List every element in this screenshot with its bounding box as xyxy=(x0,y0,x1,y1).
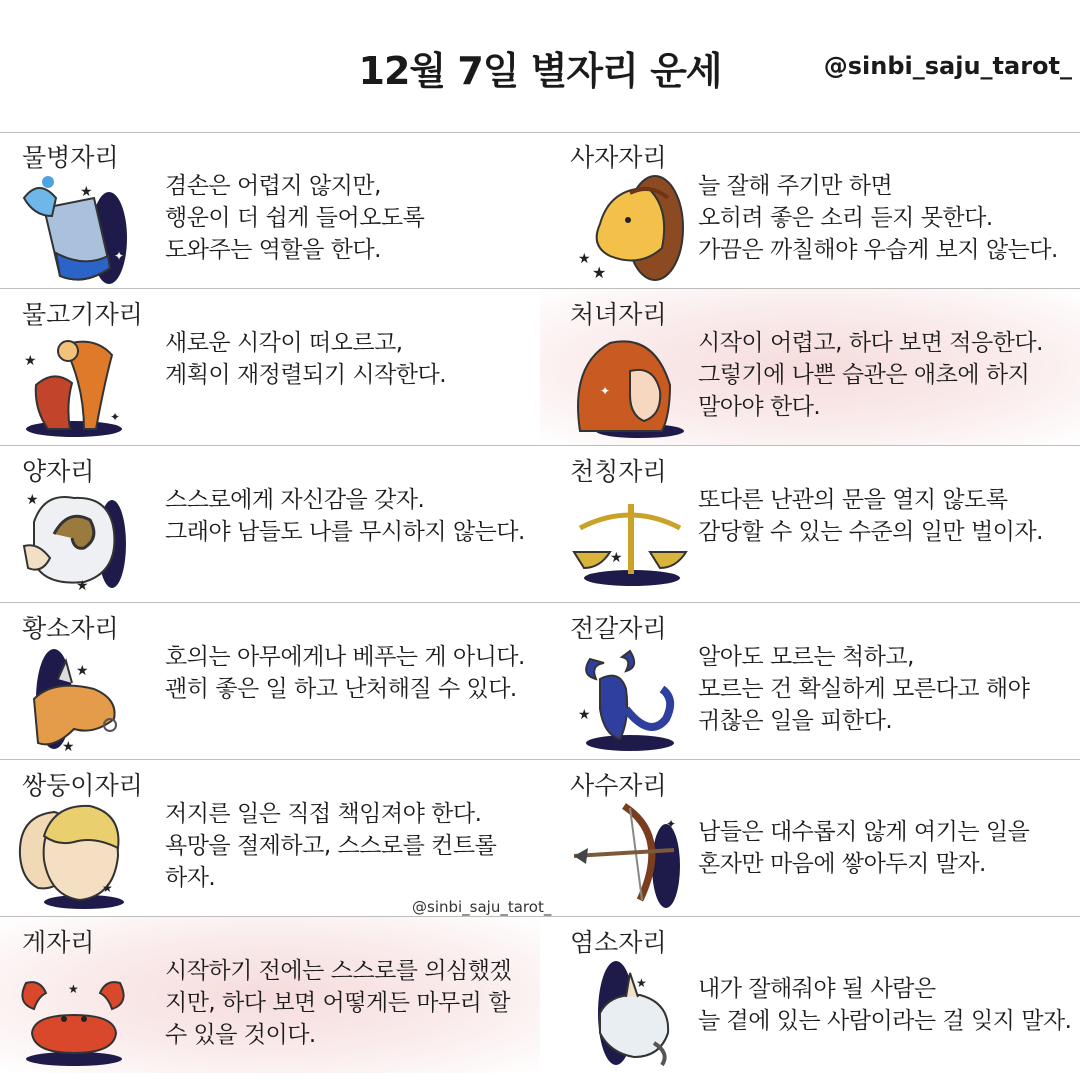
sign-card-leo xyxy=(540,132,1080,288)
svg-text:★: ★ xyxy=(76,663,89,679)
sign-name: 처녀자리 xyxy=(570,300,667,329)
svg-text:★: ★ xyxy=(578,251,591,267)
sign-name: 쌍둥이자리 xyxy=(22,771,143,800)
fortune-text: 스스로에게 자신감을 갖자. 그래야 남들도 나를 무시하지 않는다. xyxy=(165,487,525,545)
fortune-text: 새로운 시각이 떠오르고, 계획이 재정렬되기 시작한다. xyxy=(165,330,447,388)
aries-icon xyxy=(14,482,132,598)
fortune-text: 알아도 모르는 척하고, 모르는 건 확실하게 모른다고 해야 귀찮은 일을 피한다. xyxy=(698,644,1030,734)
sign-card-virgo xyxy=(540,289,1080,445)
fortune-text: 저지른 일은 직접 책임져야 한다. 욕망을 절제하고, 스스로를 컨트롤 하자. xyxy=(165,801,497,891)
fortune-text: 남들은 대수롭지 않게 여기는 일을 혼자만 마음에 쌓아두지 말자. xyxy=(698,819,1030,877)
fortune-text: 겸손은 어렵지 않지만, 행운이 더 쉽게 들어오도록 도와주는 역할을 한다. xyxy=(165,173,425,263)
sign-card-gemini xyxy=(0,760,540,916)
svg-text:★: ★ xyxy=(26,492,39,508)
libra-icon xyxy=(570,482,688,598)
sign-name: 사수자리 xyxy=(570,771,667,800)
sign-card-sagittarius xyxy=(540,760,1080,916)
grid-row xyxy=(0,132,1080,289)
svg-text:★: ★ xyxy=(76,578,89,594)
watermark-handle: @sinbi_saju_tarot_ xyxy=(412,898,552,916)
sign-card-taurus xyxy=(0,603,540,759)
svg-text:★: ★ xyxy=(578,707,591,723)
taurus-icon xyxy=(14,639,132,755)
fortune-text: 내가 잘해줘야 될 사람은 늘 곁에 있는 사람이라는 걸 잊지 말자. xyxy=(698,976,1072,1034)
fortune-text: 늘 잘해 주기만 하면 오히려 좋은 소리 듣지 못한다. 가끔은 까칠해야 우습게 보지 않는다. xyxy=(698,173,1058,263)
header xyxy=(0,0,1080,133)
svg-text:★: ★ xyxy=(636,976,647,990)
pisces-icon xyxy=(14,325,132,441)
sign-name: 게자리 xyxy=(22,928,95,957)
capricorn-icon xyxy=(570,953,688,1069)
fortune-text: 시작하기 전에는 스스로를 의심했겠 지만, 하다 보면 어떻게든 마무리 할 수 있을 것이다. xyxy=(165,958,512,1048)
grid-row xyxy=(0,289,1080,446)
sign-name: 사자자리 xyxy=(570,143,667,172)
svg-text:★: ★ xyxy=(62,739,75,755)
page-title: 12월 7일 별자리 운세 xyxy=(358,49,722,93)
svg-text:★: ★ xyxy=(610,550,623,566)
sign-card-libra xyxy=(540,446,1080,602)
sign-name: 양자리 xyxy=(22,457,95,486)
fortune-text: 또다른 난관의 문을 열지 않도록 감당할 수 있는 수준의 일만 벌이자. xyxy=(698,487,1043,545)
sign-name: 천칭자리 xyxy=(570,457,667,486)
svg-text:★: ★ xyxy=(102,881,113,895)
sign-card-aquarius xyxy=(0,132,540,288)
sign-card-aries xyxy=(0,446,540,602)
gemini-icon xyxy=(14,796,132,912)
svg-text:★: ★ xyxy=(80,184,93,200)
leo-icon xyxy=(570,168,688,284)
sagittarius-icon xyxy=(570,796,688,912)
fortune-text: 시작이 어렵고, 하다 보면 적응한다. 그렇기에 나쁜 습관은 애초에 하지 말아야 한다. xyxy=(698,330,1043,420)
svg-text:★: ★ xyxy=(68,982,79,996)
sign-card-capricorn xyxy=(540,917,1080,1073)
svg-text:✦: ✦ xyxy=(600,384,611,398)
sign-name: 염소자리 xyxy=(570,928,667,957)
grid-row xyxy=(0,603,1080,760)
sign-name: 전갈자리 xyxy=(570,614,667,643)
sign-name: 물병자리 xyxy=(22,143,119,172)
sign-card-cancer xyxy=(0,917,540,1073)
sign-card-scorpio xyxy=(540,603,1080,759)
account-handle: @sinbi_saju_tarot_ xyxy=(823,52,1072,80)
grid-row xyxy=(0,917,1080,1073)
scorpio-icon xyxy=(570,639,688,755)
virgo-icon xyxy=(570,325,688,441)
svg-text:✦: ✦ xyxy=(110,410,121,424)
svg-text:★: ★ xyxy=(592,263,607,282)
fortune-text: 호의는 아무에게나 베푸는 게 아니다. 괜히 좋은 일 하고 난처해질 수 있다. xyxy=(165,644,525,702)
horoscope-grid xyxy=(0,132,1080,1080)
aquarius-icon xyxy=(14,168,132,284)
svg-text:★: ★ xyxy=(24,353,37,369)
svg-text:✦: ✦ xyxy=(666,817,677,831)
svg-text:✦: ✦ xyxy=(114,249,125,263)
sign-card-pisces xyxy=(0,289,540,445)
cancer-icon xyxy=(14,953,132,1069)
sign-name: 황소자리 xyxy=(22,614,119,643)
grid-row xyxy=(0,760,1080,917)
sign-name: 물고기자리 xyxy=(22,300,143,329)
